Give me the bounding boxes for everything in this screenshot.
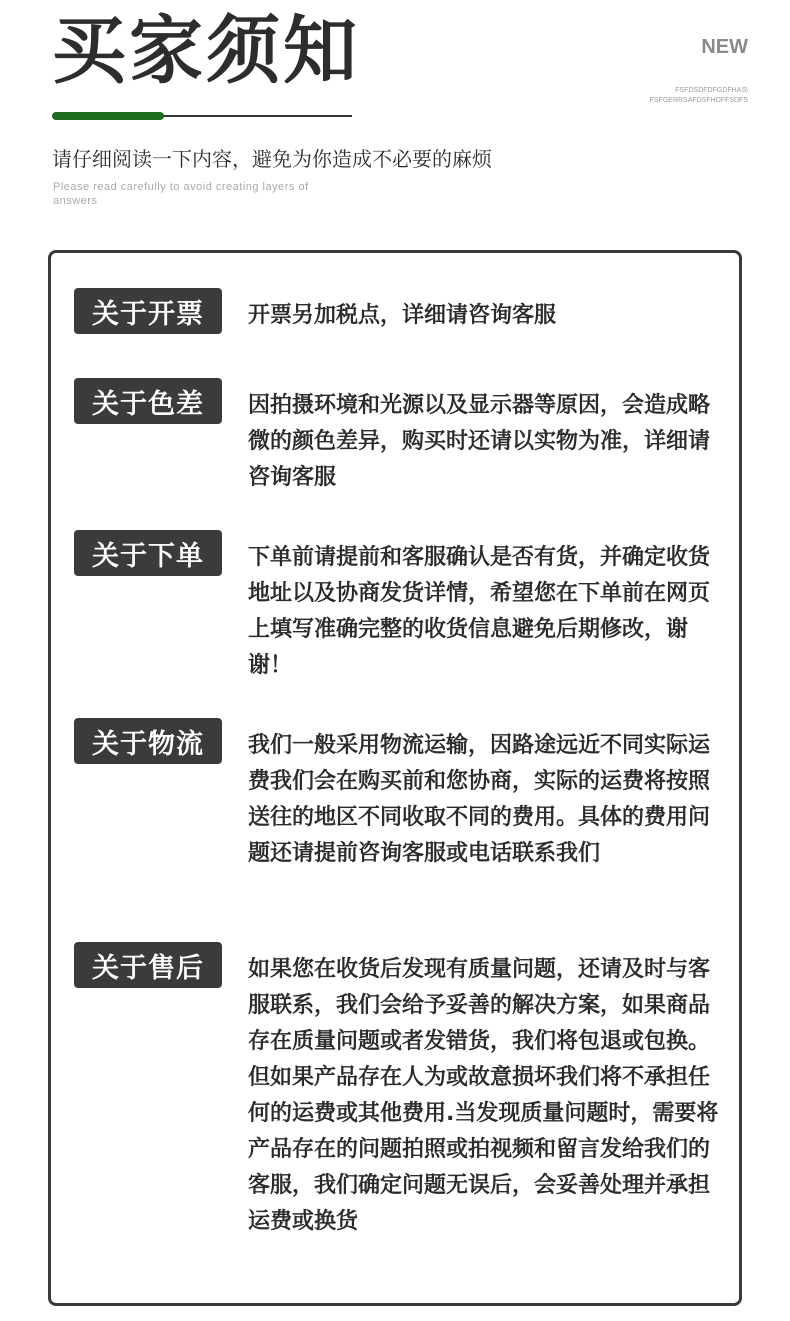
section-tag: 关于色差 (74, 378, 222, 424)
new-badge: NEW (701, 36, 748, 58)
subtitle-english: Please read carefully to avoid creating layers of answers (53, 181, 309, 207)
section-text: 下单前请提前和客服确认是否有货，并确定收货地址以及协商发货详情，希望您在下单前在网页上填写准确完整的收货信息避免后期修改，谢谢！ (248, 545, 711, 678)
subtitle: 请仔细阅读一下内容，避免为你造成不必要的麻烦 (52, 147, 492, 171)
fine-print-line-1: FSFDSDFDFGDFHAS\ (675, 87, 748, 94)
section-tag: 关于开票 (74, 288, 222, 334)
section-tag: 关于下单 (74, 530, 222, 576)
section-text: 我们一般采用物流运输，因路途远近不同实际运费我们会在购买前和您协商，实际的运费将按照送往的地区不同收取不同的费用。具体的费用问题还请提前咨询客服或电话联系我们 (248, 733, 711, 866)
section-tag: 关于售后 (74, 942, 222, 988)
fine-print-line-2: FSFGERRSAFDSFHDFFSDFS (649, 97, 748, 104)
section-tag: 关于物流 (74, 718, 222, 764)
section-text: 因拍摄环境和光源以及显示器等原因，会造成略微的颜色差异，购买时还请以实物为准，详细请咨询客服 (248, 393, 711, 490)
page-title: 买家须知 (52, 8, 360, 94)
section-text: 开票另加税点，详细请咨询客服 (248, 303, 557, 328)
section-text: 如果您在收货后发现有质量问题，还请及时与客服联系，我们会给予妥善的解决方案，如果商品存在质量问题或者发错货，我们将包退或包换。但如果产品存在人为或故意损坏我们将不承担任何的运费或其他费用.当发现质量问题时，需要将产品存在的问题拍照或拍视频和留言发给我们的客服，我们确定问题无误后，会妥善处理并承担运费或换货 (248, 957, 719, 1234)
title-accent-bar (52, 112, 164, 120)
fine-print (650, 86, 748, 106)
